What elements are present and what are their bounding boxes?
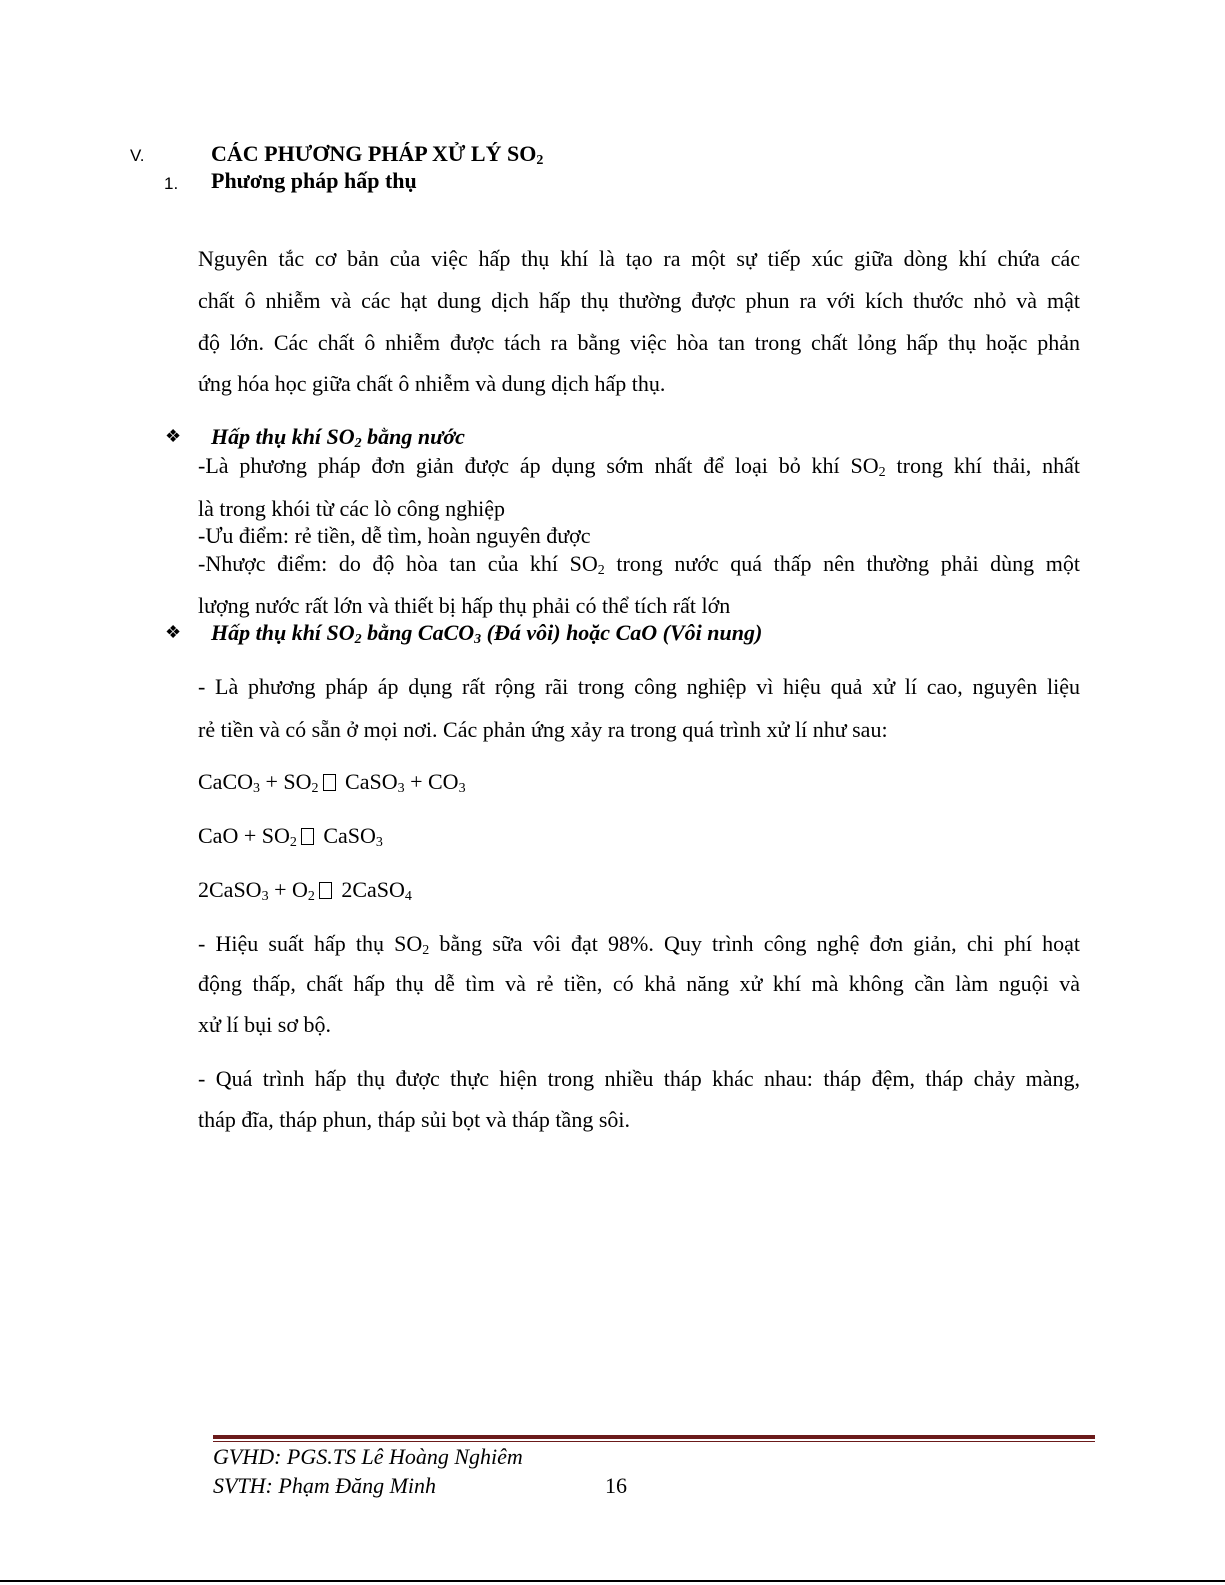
arrow-icon [301,828,314,845]
arrow-icon [323,774,336,791]
bullet2-p1-line2: rẻ tiền và có sẵn ở mọi nơi. Các phản ứng xảy ra trong quá trình xử lí như sau: [198,717,888,742]
footer-supervisor: GVHD: PGS.TS Lê Hoàng Nghiêm [213,1444,523,1469]
intro-line-2: chất ô nhiễm và các hạt dung dịch hấp thụ thường được phun ra với kích thước nhỏ và mật [198,288,1080,313]
efficiency-line-2: động thấp, chất hấp thụ dễ tìm và rẻ tiền, có khả năng xử khí mà không cần làm nguội và [198,971,1080,996]
intro-line-4: ứng hóa học giữa chất ô nhiễm và dung dịch hấp thụ. [198,371,666,396]
arrow-icon [319,882,332,899]
subsection-title: Phương pháp hấp thụ [211,168,417,193]
page-number: 16 [605,1473,627,1498]
process-line-1: - Quá trình hấp thụ được thực hiện trong nhiều tháp khác nhau: tháp đệm, tháp chảy màng, [198,1066,1080,1091]
intro-line-3: độ lớn. Các chất ô nhiễm được tách ra bằng việc hòa tan trong chất lỏng hấp thụ hoặc phản [198,330,1080,355]
bullet1-title: Hấp thụ khí $SO_2$ bằng nước [211,424,465,451]
section-number: V. [130,146,145,165]
bullet1-advantages: -Ưu điểm: rẻ tiền, dễ tìm, hoàn nguyên được [198,523,591,548]
equation-3: 2CaSO$_3$ + $O_2$ 2CaSO$_4$ [198,877,412,904]
footer-rule-thick [213,1435,1095,1439]
diamond-bullet-icon: ❖ [165,426,182,446]
bullet1-disadvantages-line1: -Nhược điểm: do độ hòa tan của khí $SO_2$ trong nước quá thấp nên thường phải dùng một [198,551,1080,578]
intro-line-1: Nguyên tắc cơ bản của việc hấp thụ khí là tạo ra một sự tiếp xúc giữa dòng khí chứa các [198,246,1080,271]
equation-1: CaCO$_3$ + $SO_2$ CaSO$_3$ + $CO_3$ [198,769,466,796]
page-edge [0,1580,1225,1582]
section-title: CÁC PHƯƠNG PHÁP XỬ LÝ $SO_2$ [211,141,544,168]
efficiency-line-3: xử lí bụi sơ bộ. [198,1012,331,1037]
bullet2-title: Hấp thụ khí $SO_2$ bằng CaCO$_3$ (Đá vôi) hoặc CaO (Vôi nung) [211,620,763,647]
process-line-2: tháp đĩa, tháp phun, tháp sủi bọt và tháp tầng sôi. [198,1107,630,1132]
subsection-number: 1. [164,174,179,193]
bullet2-p1-line1: - Là phương pháp áp dụng rất rộng rãi trong công nghiệp vì hiệu quả xử lí cao, nguyên liệu [198,674,1080,699]
footer-rule-thin [213,1441,1095,1442]
equation-2: CaO + $SO_2$ CaSO$_3$ [198,823,383,850]
diamond-bullet-icon: ❖ [165,622,182,642]
bullet1-disadvantages-line2: lượng nước rất lớn và thiết bị hấp thụ phải có thể tích rất lớn [198,593,731,618]
efficiency-line-1: - Hiệu suất hấp thụ $SO_2$ bằng sữa vôi đạt 98%. Quy trình công nghệ đơn giản, chi phí hoạt [198,931,1080,958]
bullet1-p1-line1: -Là phương pháp đơn giản được áp dụng sớm nhất để loại bỏ khí $SO_2$ trong khí thải, nhất [198,453,1081,480]
footer-student: SVTH: Phạm Đăng Minh [213,1473,437,1498]
bullet1-p1-line2: là trong khói từ các lò công nghiệp [198,496,506,521]
